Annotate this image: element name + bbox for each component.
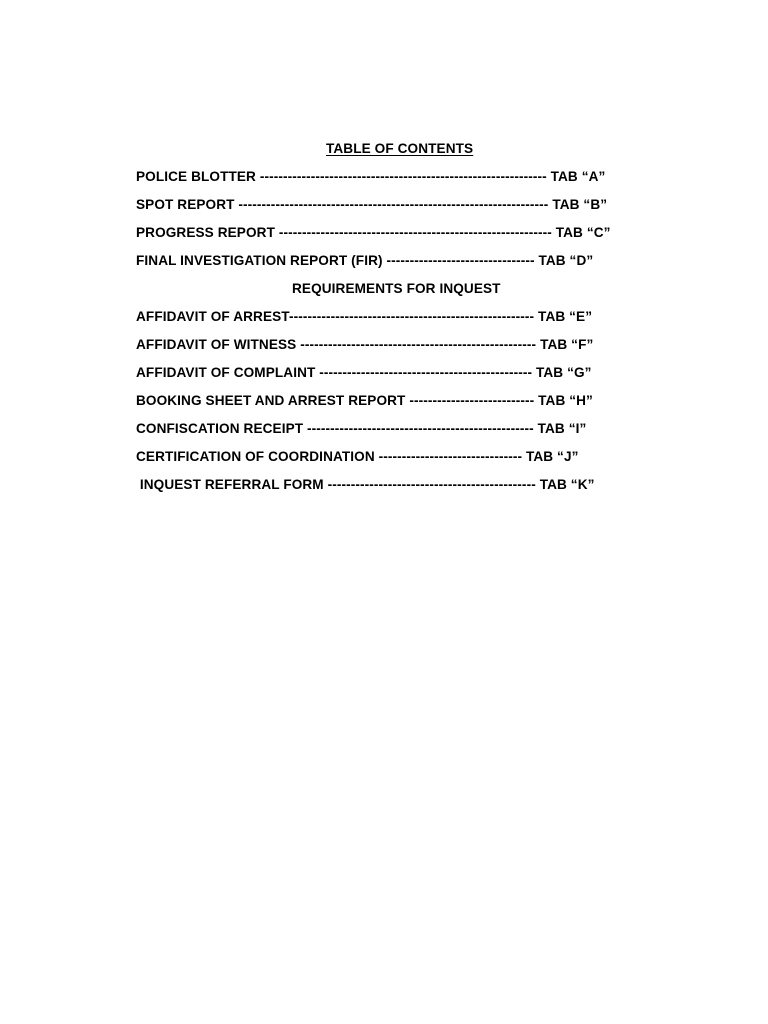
toc-entry bbox=[136, 169, 605, 185]
toc-entry bbox=[136, 421, 586, 437]
toc-tab: TAB “A” bbox=[550, 169, 606, 184]
toc-leader: ------------------------------- bbox=[374, 449, 526, 464]
toc-entry bbox=[136, 477, 595, 493]
section-heading: REQUIREMENTS FOR INQUEST bbox=[292, 281, 501, 296]
toc-entry-label: FINAL INVESTIGATION REPORT (FIR) bbox=[136, 253, 383, 268]
toc-entry-label: CERTIFICATION OF COORDINATION bbox=[136, 449, 375, 464]
toc-leader: ---------------------------------------------- bbox=[315, 365, 536, 380]
toc-tab: TAB “G” bbox=[536, 365, 592, 380]
page-title: TABLE OF CONTENTS bbox=[326, 141, 474, 156]
toc-entry bbox=[136, 365, 592, 381]
toc-leader: -------------------------------------------------------------- bbox=[255, 169, 551, 184]
toc-entry-label: CONFISCATION RECEIPT bbox=[136, 421, 304, 436]
toc-entry bbox=[136, 253, 593, 269]
toc-entry bbox=[136, 225, 611, 241]
toc-tab: TAB “J” bbox=[525, 449, 579, 464]
toc-tab: TAB “I” bbox=[537, 421, 587, 436]
toc-leader: ----------------------------------------------------------- bbox=[274, 225, 556, 240]
toc-leader: -------------------------------- bbox=[382, 253, 539, 268]
toc-entry-label: AFFIDAVIT OF COMPLAINT bbox=[136, 365, 316, 380]
toc-leader: ------------------------------------------------- bbox=[303, 421, 538, 436]
toc-tab: TAB “C” bbox=[555, 225, 611, 240]
toc-tab: TAB “F” bbox=[540, 337, 594, 352]
toc-entry-label: POLICE BLOTTER bbox=[136, 169, 256, 184]
toc-tab: TAB “B” bbox=[552, 197, 608, 212]
toc-leader: --------------------------------------------- bbox=[323, 477, 540, 492]
toc-leader: ----------------------------------------------------- bbox=[288, 309, 539, 324]
toc-entry bbox=[136, 449, 579, 465]
toc-entry-label: AFFIDAVIT OF WITNESS bbox=[136, 337, 297, 352]
toc-leader: --------------------------- bbox=[405, 393, 539, 408]
toc-tab: TAB “H” bbox=[538, 393, 593, 408]
toc-entry bbox=[136, 393, 593, 409]
toc-entry-label: AFFIDAVIT OF ARREST bbox=[136, 309, 289, 324]
toc-entry bbox=[136, 309, 592, 325]
toc-leader: ------------------------------------------------------------------- bbox=[234, 197, 553, 212]
toc-leader: --------------------------------------------------- bbox=[296, 337, 541, 352]
toc-tab: TAB “K” bbox=[539, 477, 595, 492]
toc-entry-label: PROGRESS REPORT bbox=[136, 225, 275, 240]
toc-tab: TAB “E” bbox=[538, 309, 593, 324]
toc-entry-label: BOOKING SHEET AND ARREST REPORT bbox=[136, 393, 406, 408]
toc-tab: TAB “D” bbox=[538, 253, 594, 268]
toc-entry bbox=[136, 197, 607, 213]
toc-entry-label: SPOT REPORT bbox=[136, 197, 235, 212]
toc-entry-label: INQUEST REFERRAL FORM bbox=[136, 477, 324, 492]
toc-entry bbox=[136, 337, 593, 353]
